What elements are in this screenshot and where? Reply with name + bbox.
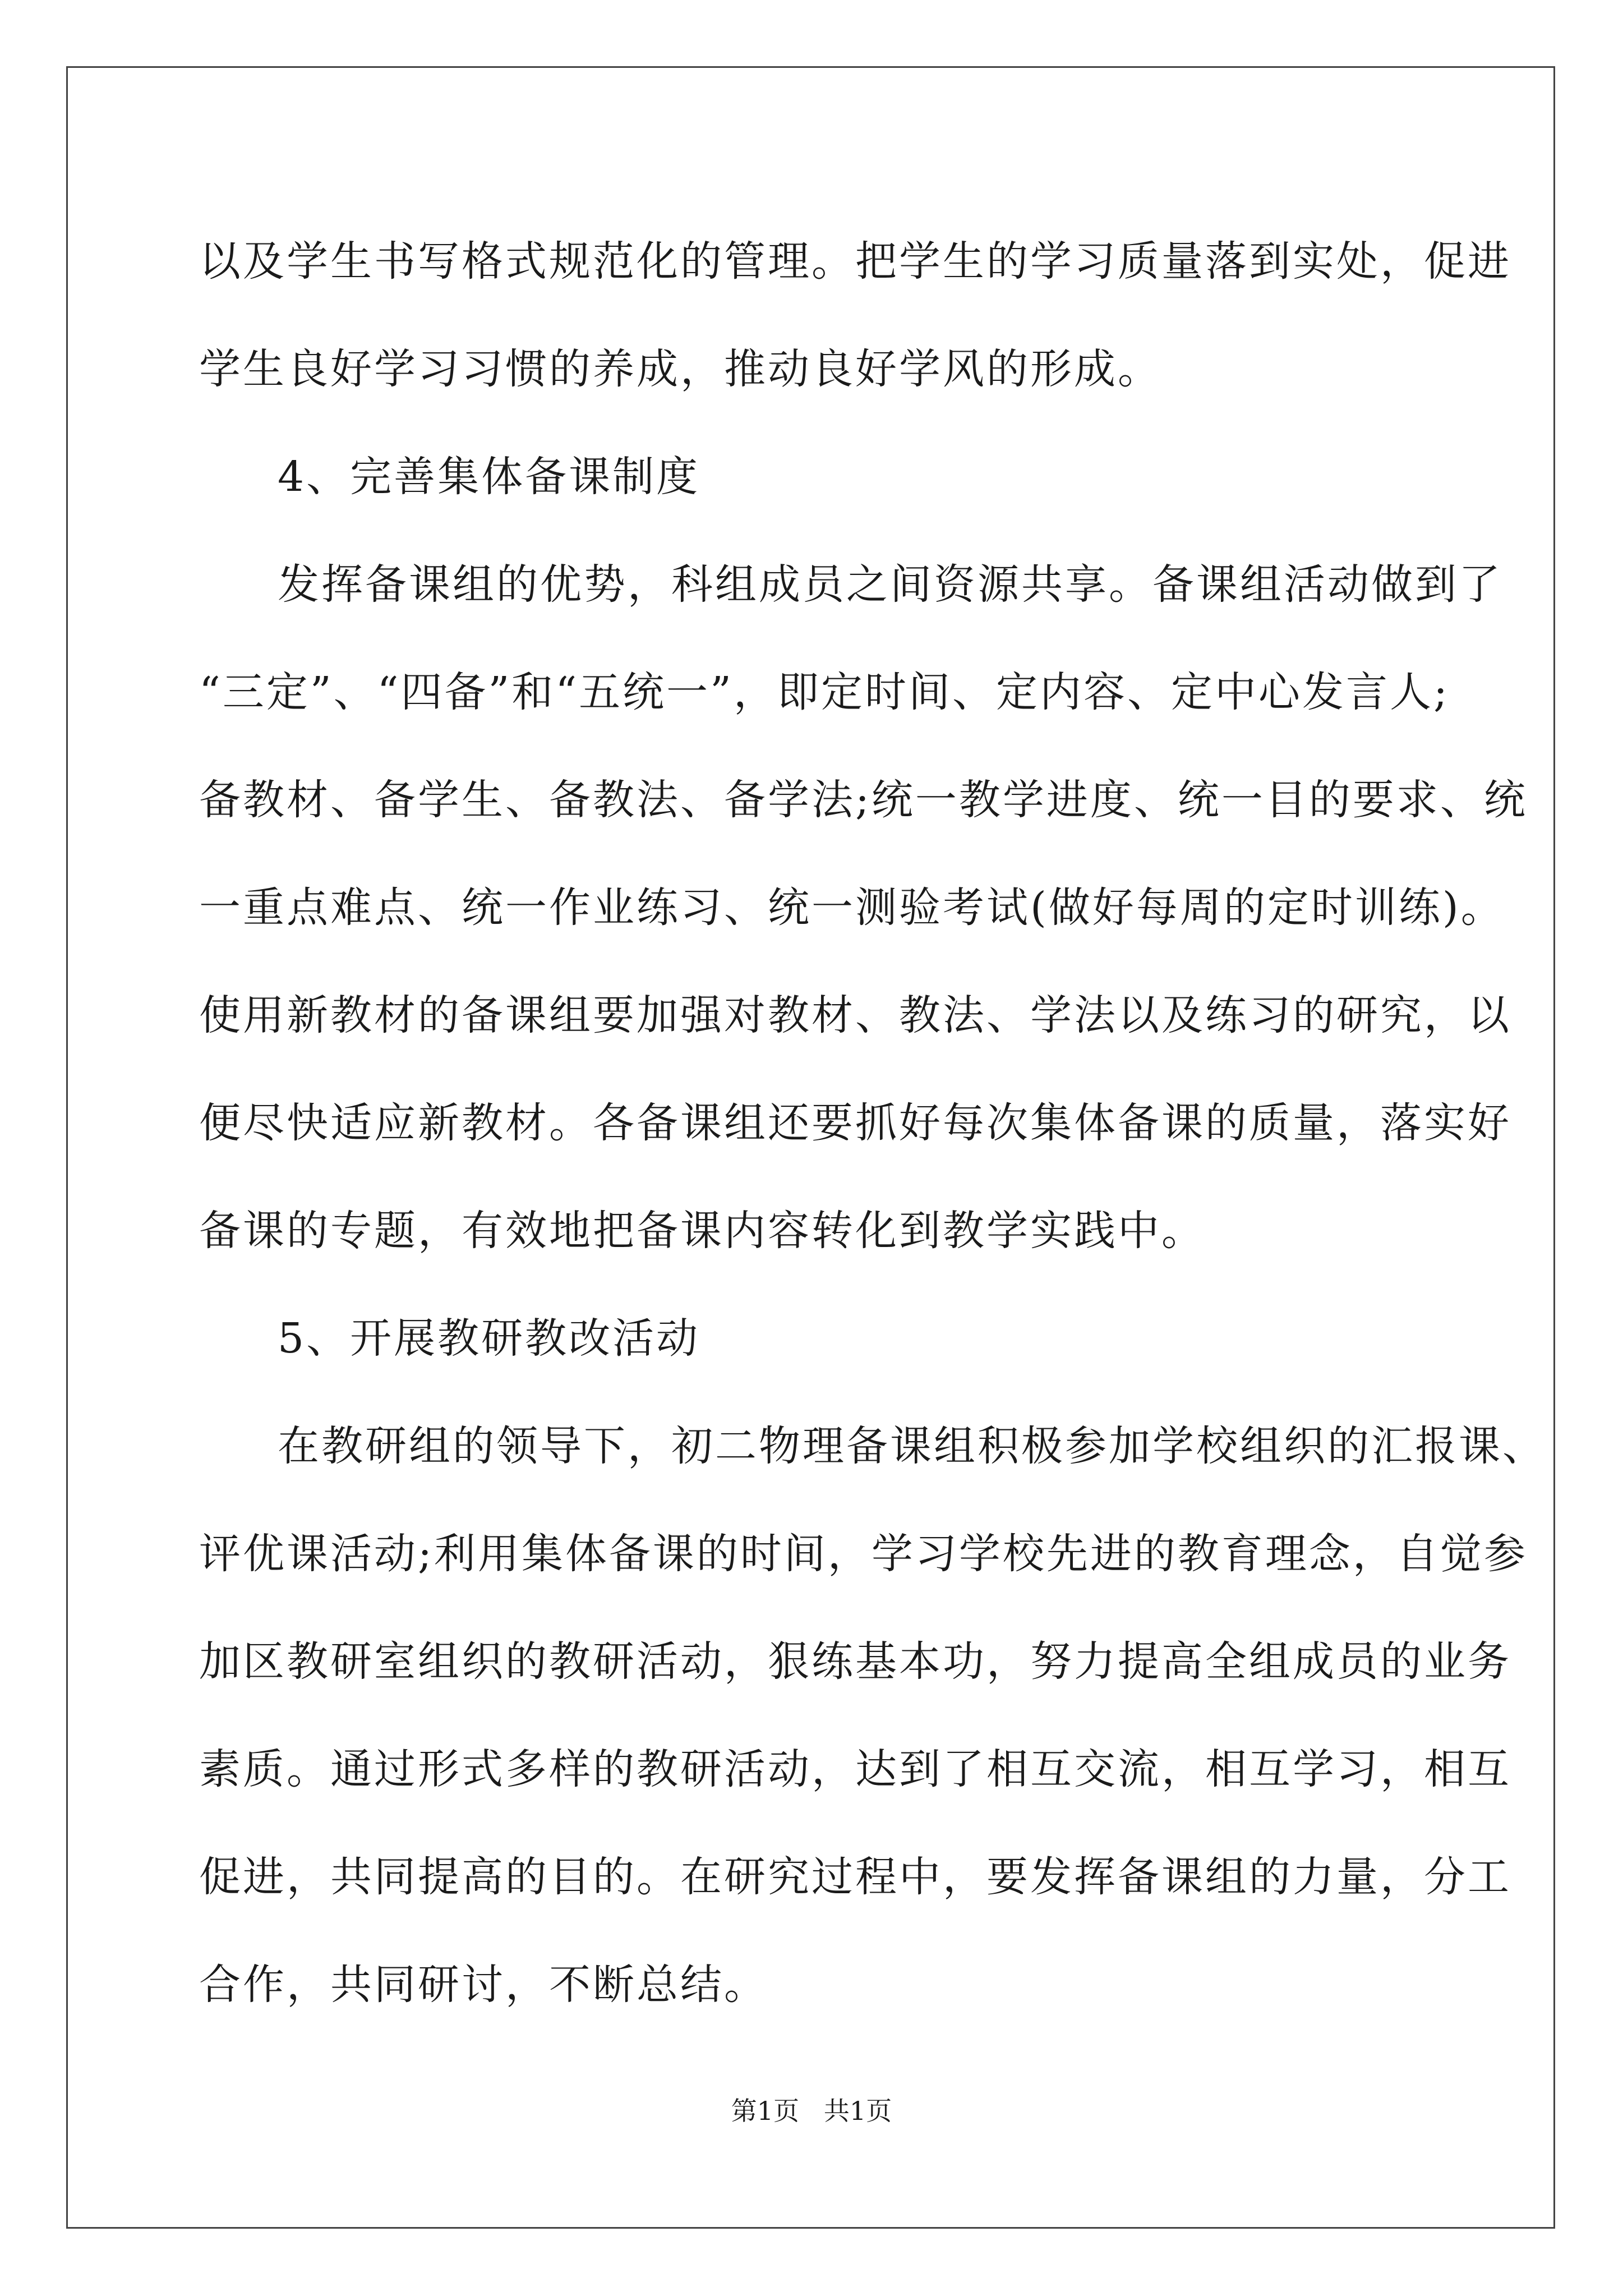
text-line: 以及学生书写格式规范化的管理。把学生的学习质量落到实处，促进 [199,237,1511,286]
section-heading: 4、完善集体备课制度 [278,453,700,501]
text-line: 备教材、备学生、备教法、备学法;统一教学进度、统一目的要求、统 [199,776,1528,824]
text-line: 使用新教材的备课组要加强对教材、教法、学法以及练习的研究，以 [199,991,1511,1039]
text-line: 加区教研室组织的教研活动，狠练基本功，努力提高全组成员的业务 [199,1637,1511,1686]
text-line: 学生良好学习习惯的养成，推动良好学风的形成。 [199,345,1161,393]
text-line: 在教研组的领导下，初二物理备课组积极参加学校组织的汇报课、 [278,1422,1546,1470]
document-body [199,208,1546,2039]
text-line: 一重点难点、统一作业练习、统一测验考试(做好每周的定时训练)。 [199,884,1505,932]
text-line: 备课的专题，有效地把备课内容转化到教学实践中。 [199,1207,1205,1255]
text-line: 素质。通过形式多样的教研活动，达到了相互交流，相互学习，相互 [199,1745,1511,1793]
text-line: 促进，共同提高的目的。在研究过程中，要发挥备课组的力量，分工 [199,1853,1511,1901]
text-line: “三定”、“四备”和“五统一”，即定时间、定内容、定中心发言人; [199,668,1450,716]
text-line: 合作，共同研讨，不断总结。 [199,1961,768,2009]
page-footer: 第1页 共1页 [731,2096,892,2126]
text-line: 评优课活动;利用集体备课的时间，学习学校先进的教育理念，自觉参 [199,1530,1528,1578]
text-line: 便尽快适应新教材。各备课组还要抓好每次集体备课的质量，落实好 [199,1099,1511,1147]
section-heading: 5、开展教研教改活动 [278,1314,700,1363]
text-line: 发挥备课组的优势，科组成员之间资源共享。备课组活动做到了 [278,560,1502,609]
